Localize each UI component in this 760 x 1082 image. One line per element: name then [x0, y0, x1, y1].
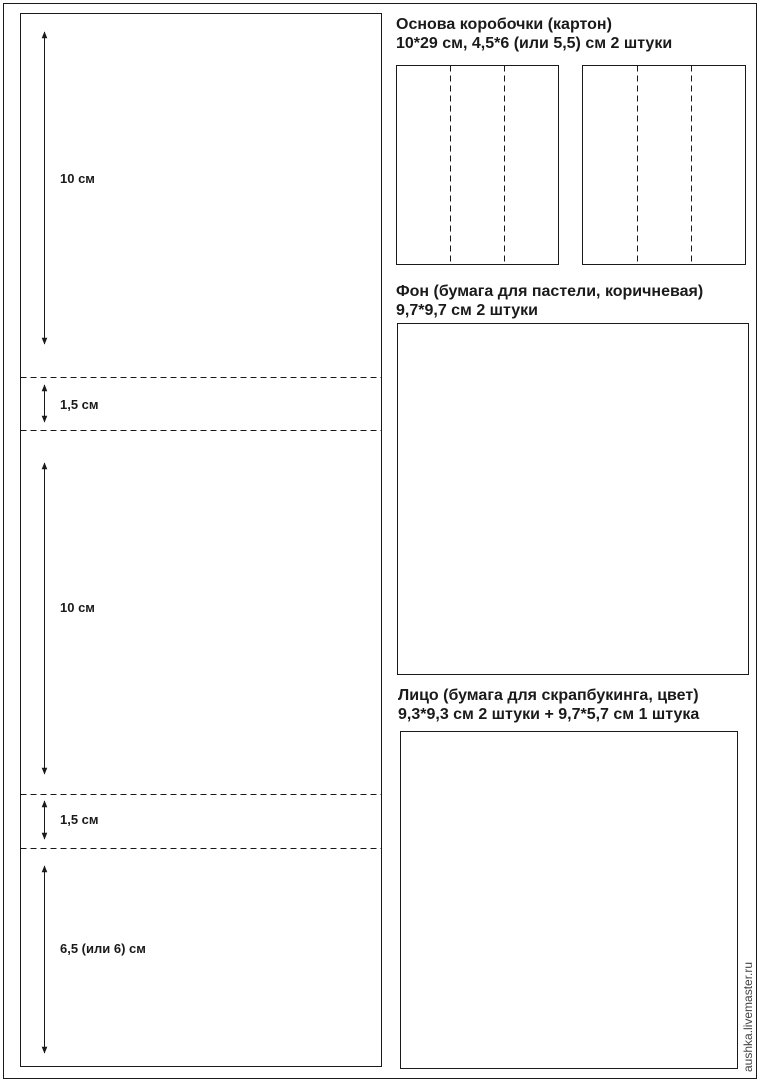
base-piece-2 — [583, 66, 746, 265]
background-heading-title: Фон (бумага для пастели, коричневая) — [396, 283, 704, 300]
background-heading — [396, 282, 703, 320]
dimension-label-3: 10 см — [60, 600, 95, 615]
watermark: aushka.livemaster.ru — [741, 961, 755, 1072]
face-square — [401, 732, 738, 1069]
base-heading — [396, 15, 672, 53]
page-frame — [4, 4, 757, 1079]
background-heading-spec: 9,7*9,7 см 2 штуки — [396, 302, 538, 319]
base-piece-1 — [397, 66, 559, 265]
base-heading-spec: 10*29 см, 4,5*6 (или 5,5) см 2 штуки — [396, 35, 673, 52]
dimension-label-1: 10 см — [60, 171, 95, 186]
dimension-label-4: 1,5 см — [60, 812, 99, 827]
base-heading-title: Основа коробочки (картон) — [396, 16, 612, 33]
dimension-label-2: 1,5 см — [60, 397, 99, 412]
dimension-label-5: 6,5 (или 6) см — [60, 941, 146, 956]
face-heading-title: Лицо (бумага для скрапбукинга, цвет) — [398, 687, 699, 704]
face-heading — [398, 686, 699, 724]
background-square — [398, 324, 749, 675]
face-heading-spec: 9,3*9,3 см 2 штуки + 9,7*5,7 см 1 штука — [398, 706, 700, 723]
